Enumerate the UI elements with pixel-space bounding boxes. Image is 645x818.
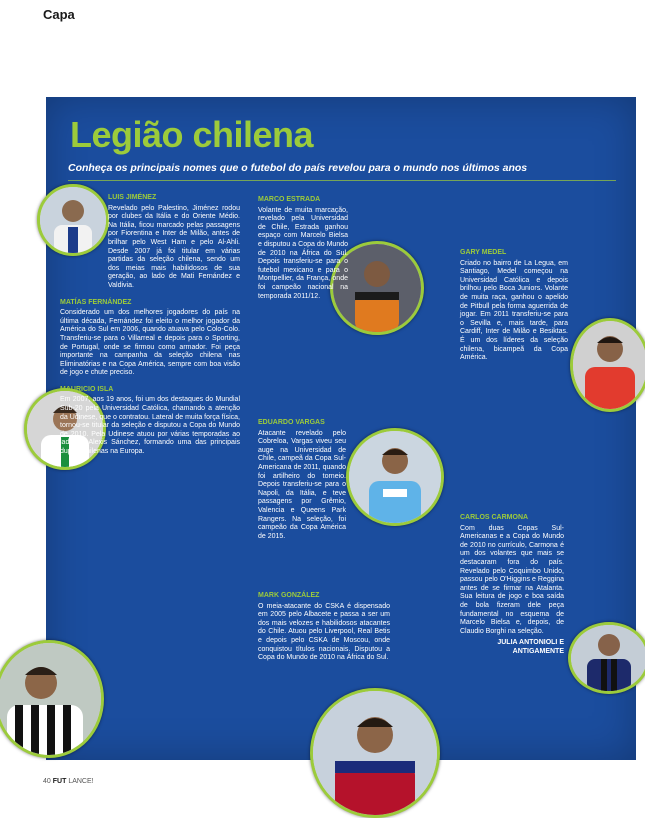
title-divider: [68, 180, 616, 181]
footer-section: LANCE!: [68, 778, 94, 785]
player-name-estrada: MARCO ESTRADA: [258, 196, 321, 203]
player-photo-medel: [570, 318, 645, 412]
player-name-carmona: CARLOS CARMONA: [460, 514, 529, 521]
player-name-vargas: EDUARDO VARGAS: [258, 419, 325, 426]
section-label: Capa: [43, 7, 75, 22]
player-text-gonzalez: O meia-atacante do CSKA é dispensado em 2005 pelo Albacete e passa a ser um dos mais velozes e habilidosos atacantes do Chile. Atuou pelo Liverpool, Real Betis e depois pelo CSKA de Moscou, onde conquistou títulos nacionais. Disputou a Copa do Mundo de 2010 na África do Sul.: [258, 602, 390, 662]
column-3: [460, 245, 568, 366]
player-text-estrada: Volante de muita marcação, revelado pela Universidad de Chile, Estrada ganhou espaço com Marcelo Bielsa e disputou a Copa do Mundo de 2010 na África do Sul. Depois transferiu-se para o futebol mexicano e para o Montpellier, da França, onde foi campeão nacional na temporada 2011/12.: [258, 206, 348, 300]
article-byline: JULIA ANTONIOLI E ANTIGAMENTE: [497, 639, 564, 655]
player-text-medel: Criado no bairro de La Legua, em Santiago, Medel começou na Universidad Católica e depois brilhou pelo Boca Juniors. Volante de muita raça, ganhou o apelido de Pitbull pela forma aguerrida de jogar. Em 2011 transferiu-se para o Sevilla e, mais tarde, para Cardiff, Inter de Milão e Besiktas. É um dos líderes da seleção chilena, bicampeã da Copa América.: [460, 259, 568, 362]
player-photo-vargas: [346, 428, 444, 526]
article-subtitle: Conheça os principais nomes que o futebol do país revelou para o mundo nos últimos anos: [68, 162, 528, 174]
player-text-jimenez: Revelado pelo Palestino, Jiménez rodou por clubes da Itália e do Oriente Médio. Na Itália, ficou marcado pelas passagens por Fiorentina e Inter de Milão, antes de brilhar pelo West Ham e pelo Al-Ahli. Desde 2007 já foi titular em várias partidas da seleção chilena, sendo um dos meias mais habilidosos de sua geração, ao lado de Mati Fernández e Valdivia.: [108, 204, 240, 289]
column-2c: [258, 588, 448, 666]
column-2b: [258, 415, 346, 544]
player-name-fernandez: MATÍAS FERNÁNDEZ: [60, 298, 132, 306]
column-1: [60, 190, 240, 460]
page-number: 40: [43, 778, 51, 785]
player-text-fernandez: Considerado um dos melhores jogadores do país na última década, Fernández foi eleito o melhor jogador da América do Sul em 2006, quando atuava pelo Colo-Colo. Transferiu-se para o Villarreal e depois para o Sporting, de Portugal, onde se firmou como armador. Foi peça importante na campanha da seleção chilena nas Eliminatórias e na Copa América, sempre com boa visão de jogo e chute preciso.: [60, 309, 240, 377]
article-title: Legião chilena: [70, 114, 314, 155]
column-2: [258, 192, 348, 304]
player-text-carmona: Com duas Copas Sul-Americanas e a Copa do Mundo de 2010 no currículo, Carmona é um dos volantes que mais se destacaram fora do país. Revelado pelo Coquimbo Unido, passou pelo O'Higgins e Reggina antes de se firmar na Atalanta. Sua leitura de jogo e boa saída de bola fizeram dele peça fundamental no esquema de Marcelo Bielsa e, depois, de Claudio Borghi na seleção.: [460, 524, 564, 635]
player-name-gonzalez: MARK GONZÁLEZ: [258, 592, 320, 599]
player-name-isla: MAURICIO ISLA: [60, 385, 114, 393]
player-name-medel: GARY MEDEL: [460, 249, 507, 256]
player-name-jimenez: LUIS JIMÉNEZ: [108, 194, 157, 201]
player-photo-carmona: [568, 622, 645, 694]
player-text-vargas: Atacante revelado pelo Cobreloa, Vargas viveu seu auge na Universidad de Chile, campeã da Copa Sul-Americana de 2011, quando foi artilheiro do torneio. Depois transferiu-se para o Napoli, da Itália, e teve passagens por Grêmio, Valencia e Queens Park Rangers. Na seleção, foi campeão da Copa América de 2015.: [258, 429, 346, 540]
page-footer: [43, 778, 94, 785]
player-photo-gonzalez: [310, 688, 440, 818]
player-text-isla: Em 2007, aos 19 anos, foi um dos destaques do Mundial Sub-20 pela Universidad Católica, chamando a atenção da Udinese, que o contratou. Lateral de muita força física, tornou-se titular da seleção e disputou a Copa do Mundo de 2010. Pela Udinese atuou por várias temporadas ao lado de Alexis Sánchez, formando uma das principais duplas chilenas na Europa.: [60, 396, 240, 456]
magazine-name: FUT: [52, 778, 67, 785]
column-3b: [460, 510, 564, 657]
